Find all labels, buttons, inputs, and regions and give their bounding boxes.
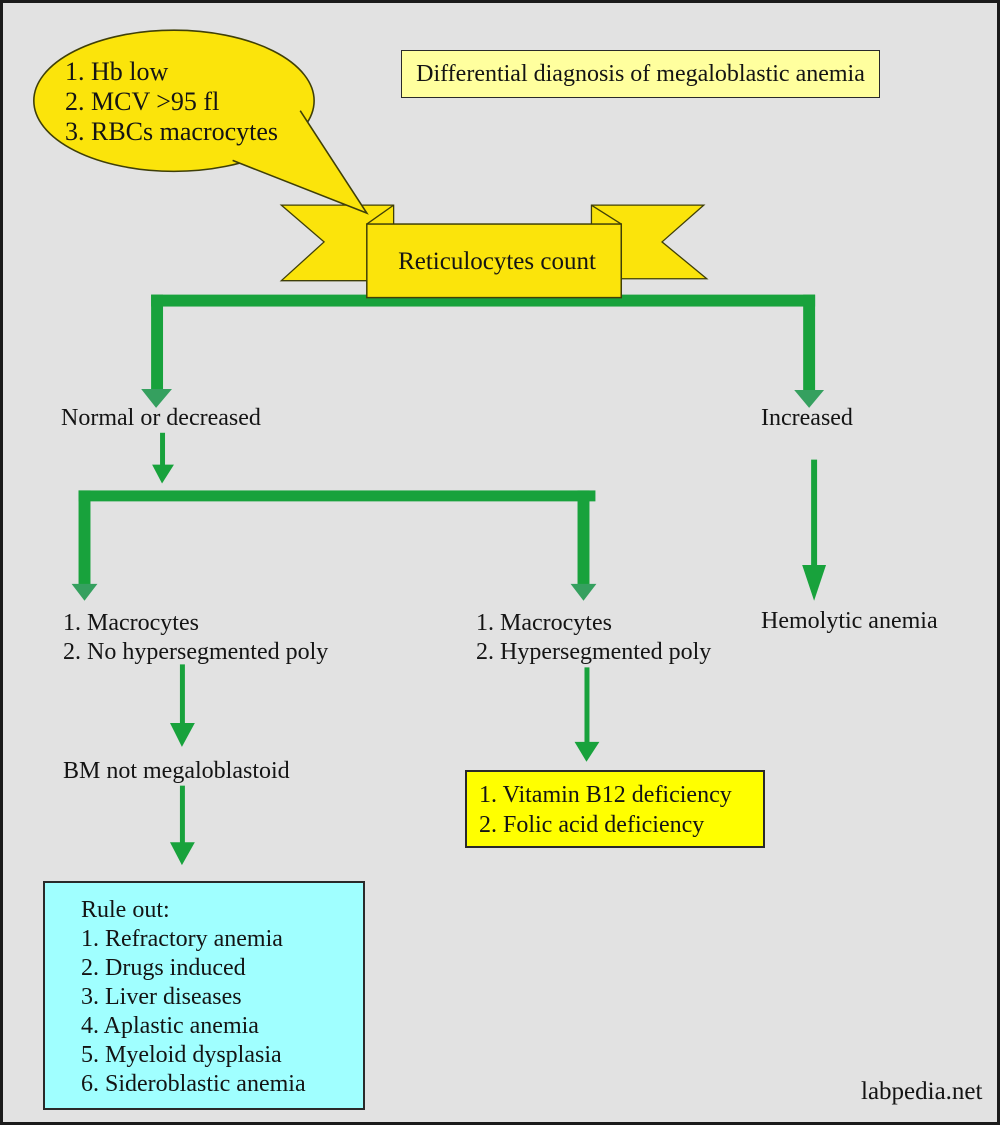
arrowhead-left-findings-icon: [72, 584, 98, 601]
decision-tree-level1-connector: [141, 295, 824, 408]
arrowhead-icon: [802, 565, 826, 601]
finding-line: 1. Macrocytes: [63, 610, 199, 636]
rule-out-heading: Rule out:: [81, 897, 170, 923]
title-box: [401, 50, 880, 98]
arrowhead-icon: [152, 465, 174, 484]
rule-out-item: 3. Liver diseases: [81, 984, 242, 1010]
arrow-findings-to-bm: [170, 664, 195, 747]
finding-line: 2. Hypersegmented poly: [476, 639, 712, 665]
findings-mid: [476, 609, 711, 667]
deficiency-line: 1. Vitamin B12 deficiency: [479, 782, 732, 808]
findings-left: [63, 609, 328, 667]
deficiency-box: [465, 770, 765, 848]
arrowhead-mid-findings-icon: [571, 584, 597, 601]
rule-out-item: 4. Aplastic anemia: [81, 1013, 259, 1039]
finding-line: 2. No hypersegmented poly: [63, 639, 329, 665]
outcome-hemolytic-anemia: Hemolytic anemia: [761, 608, 938, 634]
outcome-bm-not-megaloblastoid: BM not megaloblastoid: [63, 758, 290, 784]
rule-out-item: 2. Drugs induced: [81, 955, 246, 981]
ribbon-label: [369, 225, 625, 299]
deficiency-line: 2. Folic acid deficiency: [479, 812, 705, 838]
arrow-normal-to-subtree: [152, 433, 174, 484]
arrowhead-icon: [170, 723, 195, 747]
branch-label-normal-or-decreased: Normal or decreased: [61, 405, 261, 431]
arrow-findings-to-deficiency: [575, 667, 600, 761]
callout-line: 1. Hb low: [65, 57, 169, 86]
callout-line: 2. MCV >95 fl: [65, 87, 220, 116]
site-credit: labpedia.net: [861, 1078, 983, 1105]
arrowhead-icon: [170, 842, 195, 865]
rule-out-item: 1. Refractory anemia: [81, 926, 283, 952]
callout-line: 3. RBCs macrocytes: [65, 117, 279, 146]
page-title: Differential diagnosis of megaloblastic anemia: [416, 60, 865, 87]
rule-out-item: 5. Myeloid dysplasia: [81, 1042, 282, 1068]
arrowhead-icon: [575, 742, 600, 762]
decision-tree-level2-connector: [72, 490, 597, 600]
arrow-bm-to-rule-out: [170, 786, 195, 866]
arrow-increased-to-hemolytic: [802, 460, 826, 601]
branch-label-increased: Increased: [761, 405, 853, 431]
rule-out-item: 6. Sideroblastic anemia: [81, 1071, 306, 1097]
callout-bubble-text: [65, 57, 278, 147]
finding-line: 1. Macrocytes: [476, 610, 612, 636]
ribbon-label-text: Reticulocytes count: [398, 248, 596, 275]
rule-out-box: [43, 881, 365, 1110]
